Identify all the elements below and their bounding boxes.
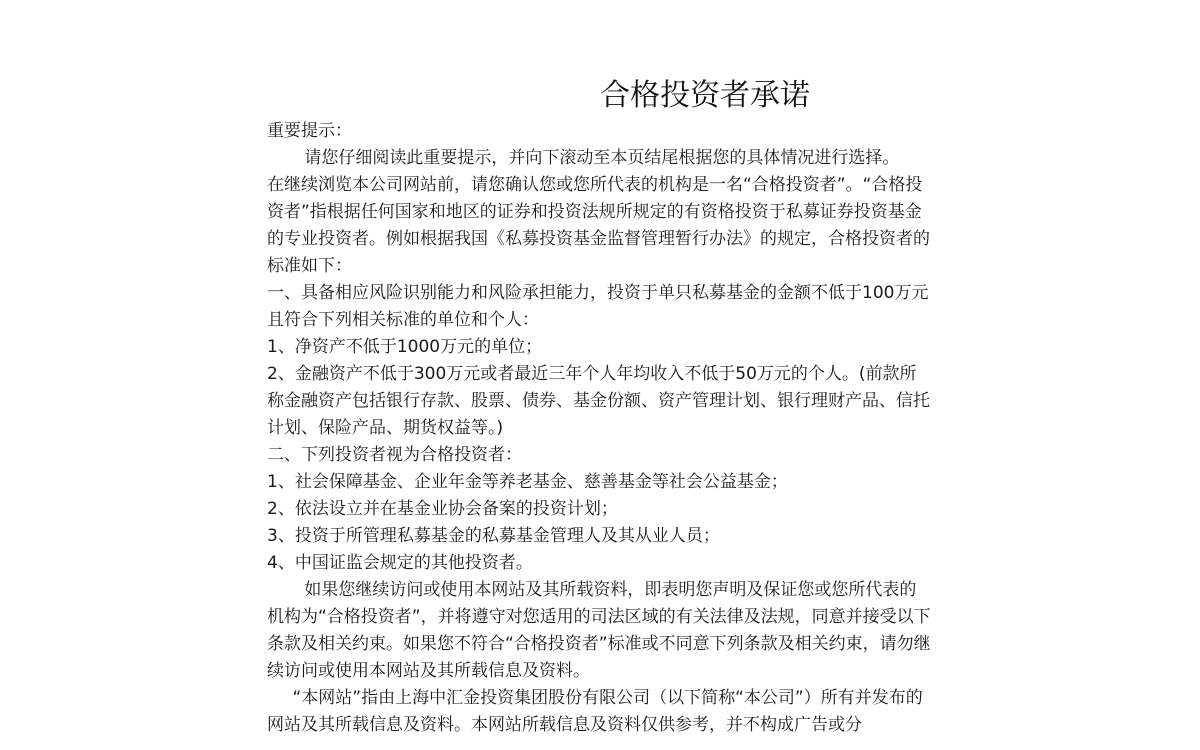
criteria-two-item-3: 3、投资于所管理私募基金的私募基金管理人及其从业人员；	[267, 526, 720, 546]
important-notice-heading: 重要提示：	[267, 121, 352, 141]
criteria-two-item-2: 2、依法设立并在基金业协会备案的投资计划；	[267, 499, 618, 519]
qualified-investor-definition: 在继续浏览本公司网站前，请您确认您或您所代表的机构是一名“合格投资者”。“合格投资者”指根据任何国家和地区的证券和投资法规所规定的有资格投资于私募证券投资基金的专业投资者。例如根据我国《私募投资基金监督管理暂行办法》的规定，合格投资者的标准如下：	[267, 175, 930, 276]
important-notice-text: 请您仔细阅读此重要提示，并向下滚动至本页结尾根据您的具体情况进行选择。	[304, 148, 900, 168]
acceptance-statement: 如果您继续访问或使用本网站及其所载资料，即表明您声明及保证您或您所代表的机构为“合格投资者”，并将遵守对您适用的司法区域的有关法律及法规，同意并接受以下条款及相关约束。如果您不符合“合格投资者”标准或不同意下列条款及相关约束，请勿继续访问或使用本网站及其所载信息及资料。	[267, 580, 931, 681]
website-definition: “本网站”指由上海中汇金投资集团股份有限公司（以下简称“本公司”）所有并发布的网站及其所载信息及资料。本网站所载信息及资料仅供参考，并不构成广告或分	[267, 688, 923, 735]
criteria-two-item-4: 4、中国证监会规定的其他投资者。	[267, 553, 533, 573]
criteria-one-item-1: 1、净资产不低于1000万元的单位；	[267, 337, 543, 357]
criteria-one: 一、具备相应风险识别能力和风险承担能力，投资于单只私募基金的金额不低于100万元且符合下列相关标准的单位和个人：	[267, 283, 929, 330]
criteria-two-item-1: 1、社会保障基金、企业年金等养老基金、慈善基金等社会公益基金；	[267, 472, 788, 492]
criteria-one-item-2: 2、金融资产不低于300万元或者最近三年个人年均收入不低于50万元的个人。(前款所称金融资产包括银行存款、股票、债券、基金份额、资产管理计划、银行理财产品、信托计划、保险产品、期货权益等。)	[267, 364, 930, 438]
document-body	[267, 118, 933, 739]
criteria-two: 二、下列投资者视为合格投资者：	[267, 445, 522, 465]
document-title: 合格投资者承诺	[600, 78, 810, 113]
